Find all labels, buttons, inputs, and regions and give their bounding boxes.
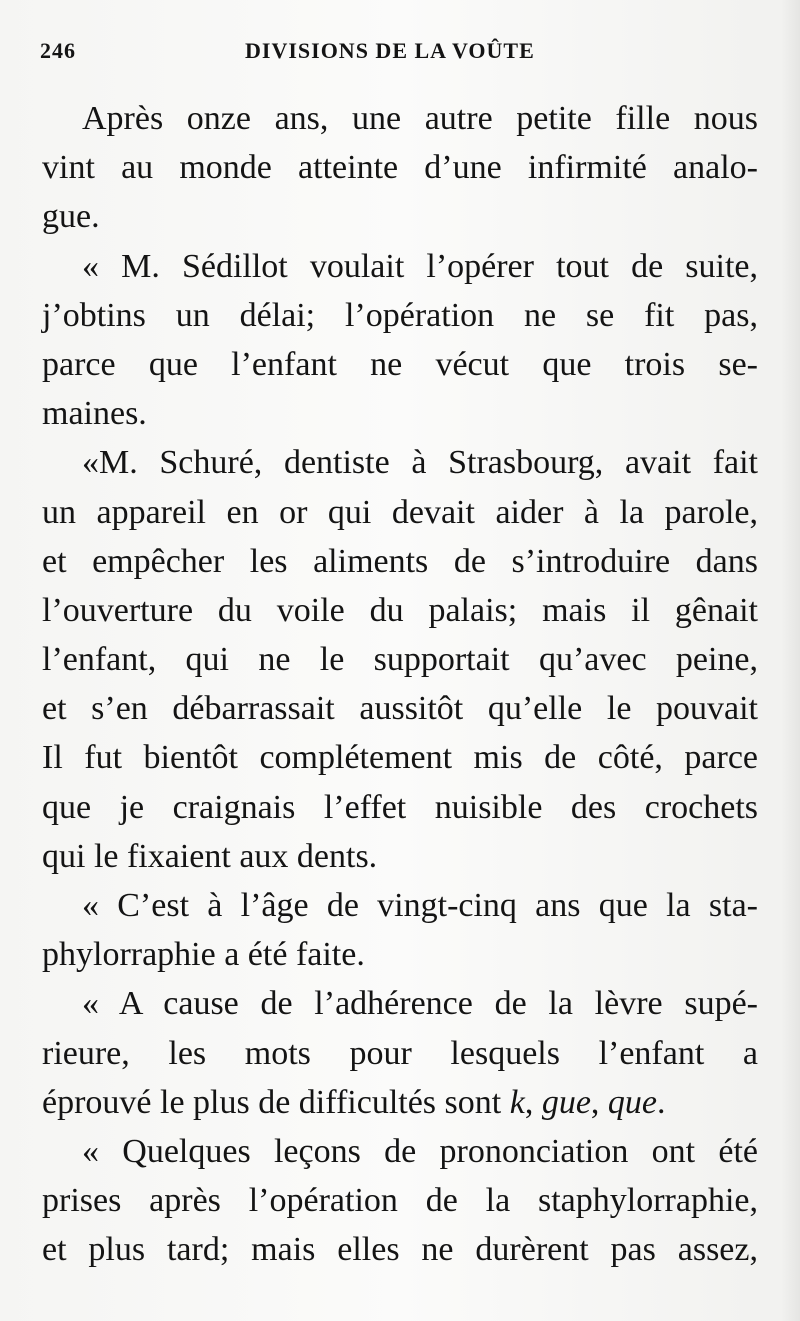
italic-word-k: k bbox=[509, 1083, 525, 1121]
text-line: prises après l’opération de la staphylorraphie, bbox=[42, 1182, 758, 1220]
body-text bbox=[42, 94, 758, 1275]
text-line: que je craignais l’effet nuisible des crochets bbox=[42, 788, 758, 826]
page-number: 246 bbox=[40, 38, 76, 63]
italic-word-gue: gue bbox=[541, 1083, 591, 1121]
text-line: « Quelques leçons de prononciation ont été bbox=[82, 1132, 758, 1170]
separator: , bbox=[590, 1083, 608, 1121]
text-line: et empêcher les aliments de s’introduire dans bbox=[42, 542, 758, 580]
text-line: l’ouverture du voile du palais; mais il gênait bbox=[42, 591, 758, 629]
text-line: parce que l’enfant ne vécut que trois se- bbox=[42, 345, 758, 383]
text-line: et s’en débarrassait aussitôt qu’elle le pouvait bbox=[42, 690, 758, 728]
text-line: Il fut bientôt complétement mis de côté, parce bbox=[42, 739, 758, 777]
text-line: qui le fixaient aux dents. bbox=[42, 837, 378, 875]
text-line: vint au monde atteinte d’une infirmité analo- bbox=[42, 149, 758, 187]
text-line: Après onze ans, une autre petite fille nous bbox=[82, 100, 758, 137]
text-line: maines. bbox=[42, 395, 147, 433]
page-edge-shadow bbox=[782, 0, 800, 1321]
line-end: . bbox=[657, 1083, 666, 1121]
text-line: phylorraphie a été faite. bbox=[42, 936, 365, 974]
line-prefix: éprouvé le plus de difficultés sont bbox=[42, 1083, 510, 1121]
text-line: et plus tard; mais elles ne durèrent pas assez, bbox=[42, 1231, 758, 1269]
text-line: «M. Schuré, dentiste à Strasbourg, avait fait bbox=[82, 444, 758, 482]
text-line: j’obtins un délai; l’opération ne se fit pas, bbox=[42, 296, 758, 334]
page-header bbox=[40, 38, 760, 68]
text-line: gue. bbox=[42, 198, 100, 236]
text-line: « M. Sédillot voulait l’opérer tout de suite, bbox=[82, 247, 758, 285]
text-line: « C’est à l’âge de vingt-cinq ans que la sta- bbox=[82, 887, 758, 924]
running-head: DIVISIONS DE LA VOÛTE bbox=[245, 38, 535, 63]
text-line: rieure, les mots pour lesquels l’enfant a bbox=[42, 1034, 758, 1072]
text-line: « A cause de l’adhérence de la lèvre supé- bbox=[82, 985, 758, 1023]
text-line: l’enfant, qui ne le supportait qu’avec peine, bbox=[42, 641, 758, 679]
text-line-italic-words bbox=[42, 1078, 758, 1127]
separator: , bbox=[524, 1083, 542, 1121]
italic-word-que: que bbox=[607, 1083, 657, 1121]
text-line: un appareil en or qui devait aider à la parole, bbox=[42, 493, 758, 531]
